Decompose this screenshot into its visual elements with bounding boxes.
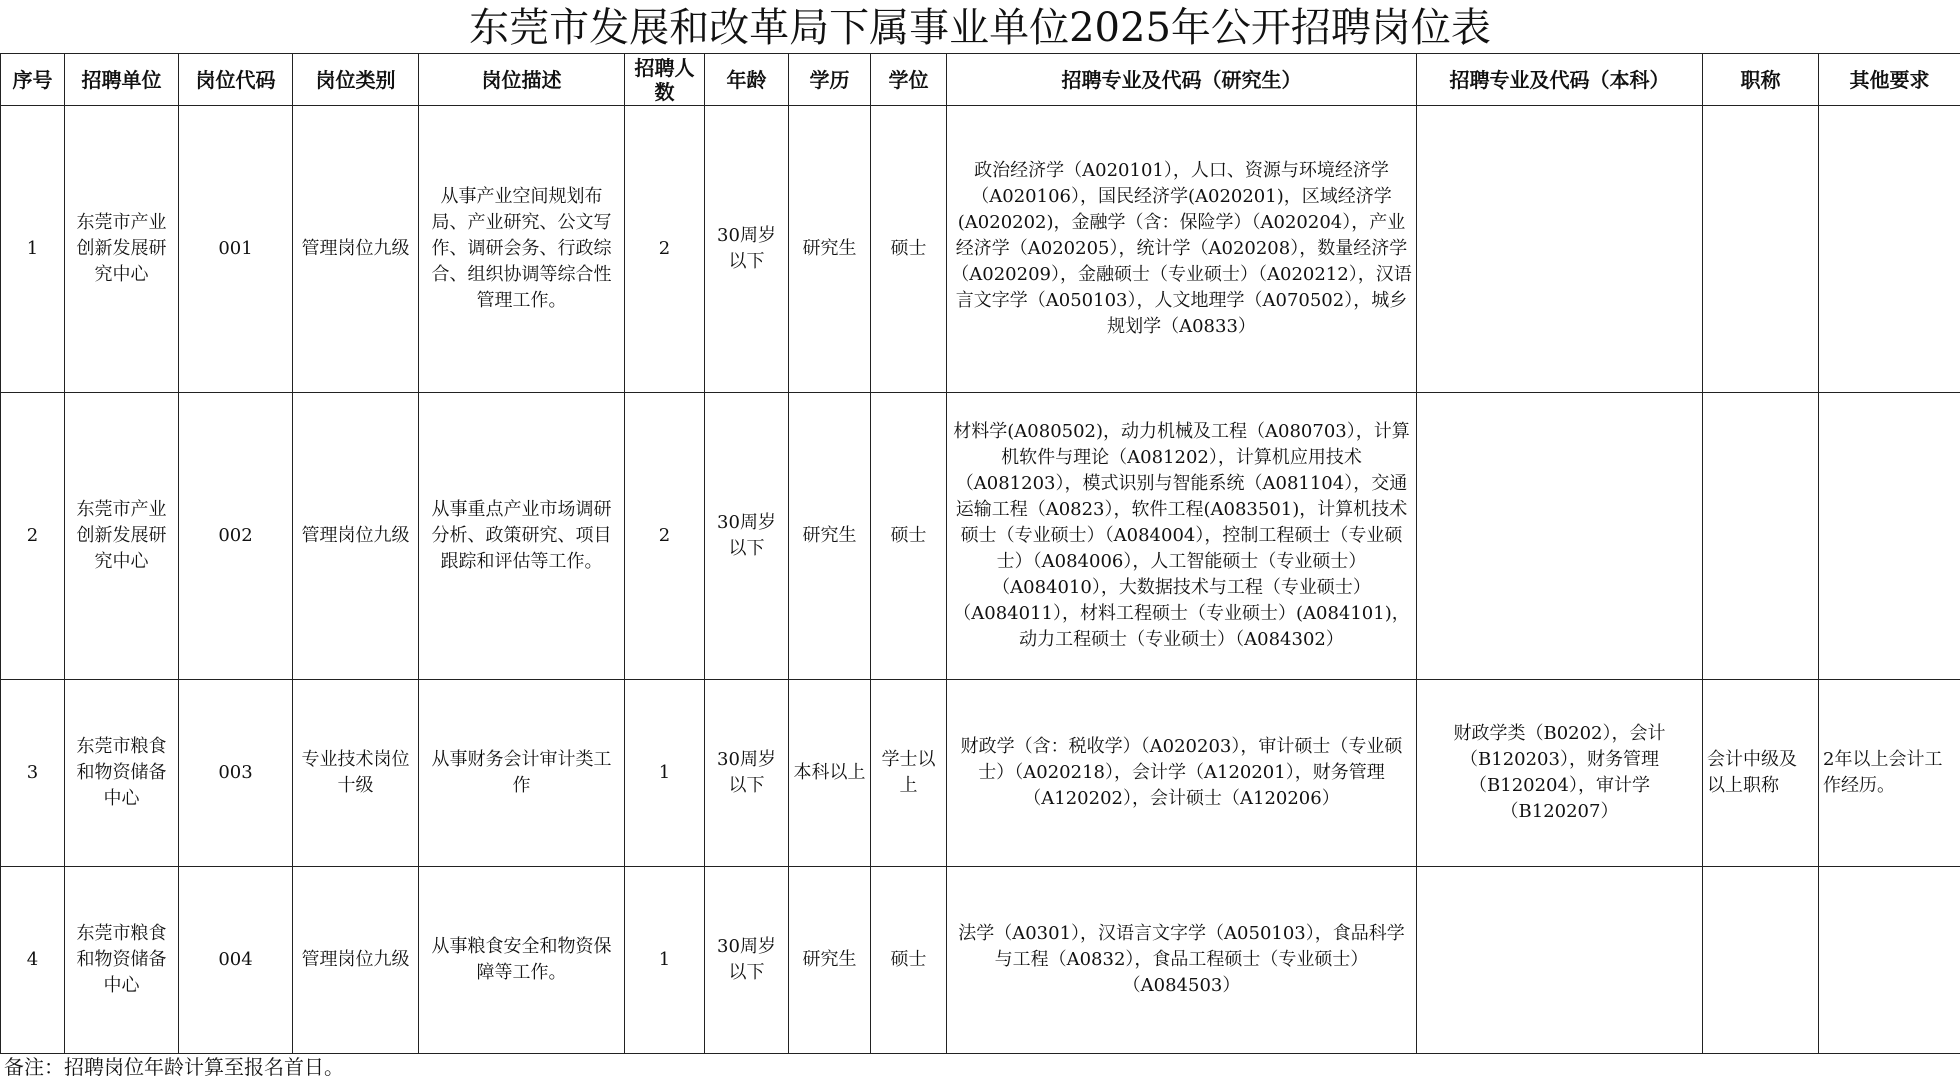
undergraduate-majors: 财政学类（B0202），会计（B120203），财务管理（B120204），审计学（B120207） xyxy=(1417,680,1703,867)
row-number: 4 xyxy=(1,867,65,1054)
age-requirement: 30周岁以下 xyxy=(705,106,789,393)
other-requirements: 2年以上会计工作经历。 xyxy=(1819,680,1960,867)
position-category: 管理岗位九级 xyxy=(293,393,419,680)
education-requirement: 本科以上 xyxy=(789,680,871,867)
undergraduate-majors xyxy=(1417,393,1703,680)
professional-title: 会计中级及以上职称 xyxy=(1703,680,1819,867)
other-requirements xyxy=(1819,867,1960,1054)
graduate-majors: 财政学（含：税收学）（A020203），审计硕士（专业硕士）（A020218），会计学（A120201），财务管理（A120202），会计硕士（A120206） xyxy=(947,680,1417,867)
degree-requirement: 硕士 xyxy=(871,867,947,1054)
age-requirement: 30周岁以下 xyxy=(705,867,789,1054)
header-cell: 学历 xyxy=(789,54,871,106)
education-requirement: 研究生 xyxy=(789,393,871,680)
header-cell: 其他要求 xyxy=(1819,54,1960,106)
position-category: 专业技术岗位十级 xyxy=(293,680,419,867)
header-cell: 招聘人数 xyxy=(625,54,705,106)
header-cell: 序号 xyxy=(1,54,65,106)
recruiting-unit: 东莞市粮食和物资储备中心 xyxy=(65,680,179,867)
position-description: 从事重点产业市场调研分析、政策研究、项目跟踪和评估等工作。 xyxy=(419,393,625,680)
recruiting-unit: 东莞市粮食和物资储备中心 xyxy=(65,867,179,1054)
headcount: 1 xyxy=(625,680,705,867)
headcount: 1 xyxy=(625,867,705,1054)
footnote: 备注：招聘岗位年龄计算至报名首日。 xyxy=(4,1055,344,1079)
header-cell: 招聘专业及代码（本科） xyxy=(1417,54,1703,106)
table-row xyxy=(1,106,1960,393)
header-cell: 年龄 xyxy=(705,54,789,106)
header-cell: 岗位描述 xyxy=(419,54,625,106)
recruiting-unit: 东莞市产业创新发展研究中心 xyxy=(65,106,179,393)
position-category: 管理岗位九级 xyxy=(293,106,419,393)
header-cell: 岗位类别 xyxy=(293,54,419,106)
table-row xyxy=(1,680,1960,867)
professional-title xyxy=(1703,867,1819,1054)
graduate-majors: 政治经济学（A020101），人口、资源与环境经济学（A020106），国民经济学(A020201)，区域经济学(A020202)，金融学（含：保险学）（A020204），产业经济学（A020205），统计学（A020208），数量经济学（A020209），金融硕士（专业硕士）（A020212），汉语言文字学（A050103），人文地理学（A070502），城乡规划学（A0833） xyxy=(947,106,1417,393)
age-requirement: 30周岁以下 xyxy=(705,680,789,867)
position-code: 002 xyxy=(179,393,293,680)
professional-title xyxy=(1703,393,1819,680)
position-category: 管理岗位九级 xyxy=(293,867,419,1054)
position-code: 001 xyxy=(179,106,293,393)
row-number: 1 xyxy=(1,106,65,393)
other-requirements xyxy=(1819,106,1960,393)
recruiting-unit: 东莞市产业创新发展研究中心 xyxy=(65,393,179,680)
recruitment-table xyxy=(0,53,1960,1054)
graduate-majors: 法学（A0301），汉语言文字学（A050103），食品科学与工程（A0832），食品工程硕士（专业硕士）（A084503） xyxy=(947,867,1417,1054)
headcount: 2 xyxy=(625,393,705,680)
headcount: 2 xyxy=(625,106,705,393)
header-cell: 职称 xyxy=(1703,54,1819,106)
age-requirement: 30周岁以下 xyxy=(705,393,789,680)
position-description: 从事财务会计审计类工作 xyxy=(419,680,625,867)
table-row xyxy=(1,393,1960,680)
graduate-majors: 材料学(A080502)，动力机械及工程（A080703），计算机软件与理论（A081202），计算机应用技术（A081203），模式识别与智能系统（A081104），交通运输工程（A0823），软件工程(A083501)，计算机技术硕士（专业硕士）（A084004），控制工程硕士（专业硕士）（A084006），人工智能硕士（专业硕士）（A084010），大数据技术与工程（专业硕士）（A084011），材料工程硕士（专业硕士）(A084101)，动力工程硕士（专业硕士）（A084302） xyxy=(947,393,1417,680)
header-row xyxy=(1,54,1960,106)
header-cell: 岗位代码 xyxy=(179,54,293,106)
table-row xyxy=(1,867,1960,1054)
row-number: 2 xyxy=(1,393,65,680)
degree-requirement: 学士以上 xyxy=(871,680,947,867)
header-cell: 招聘单位 xyxy=(65,54,179,106)
other-requirements xyxy=(1819,393,1960,680)
position-code: 004 xyxy=(179,867,293,1054)
table-title: 东莞市发展和改革局下属事业单位2025年公开招聘岗位表 xyxy=(469,5,1491,51)
row-number: 3 xyxy=(1,680,65,867)
position-code: 003 xyxy=(179,680,293,867)
position-description: 从事粮食安全和物资保障等工作。 xyxy=(419,867,625,1054)
degree-requirement: 硕士 xyxy=(871,393,947,680)
education-requirement: 研究生 xyxy=(789,867,871,1054)
degree-requirement: 硕士 xyxy=(871,106,947,393)
undergraduate-majors xyxy=(1417,106,1703,393)
header-cell: 学位 xyxy=(871,54,947,106)
education-requirement: 研究生 xyxy=(789,106,871,393)
undergraduate-majors xyxy=(1417,867,1703,1054)
position-description: 从事产业空间规划布局、产业研究、公文写作、调研会务、行政综合、组织协调等综合性管理工作。 xyxy=(419,106,625,393)
header-cell: 招聘专业及代码（研究生） xyxy=(947,54,1417,106)
professional-title xyxy=(1703,106,1819,393)
